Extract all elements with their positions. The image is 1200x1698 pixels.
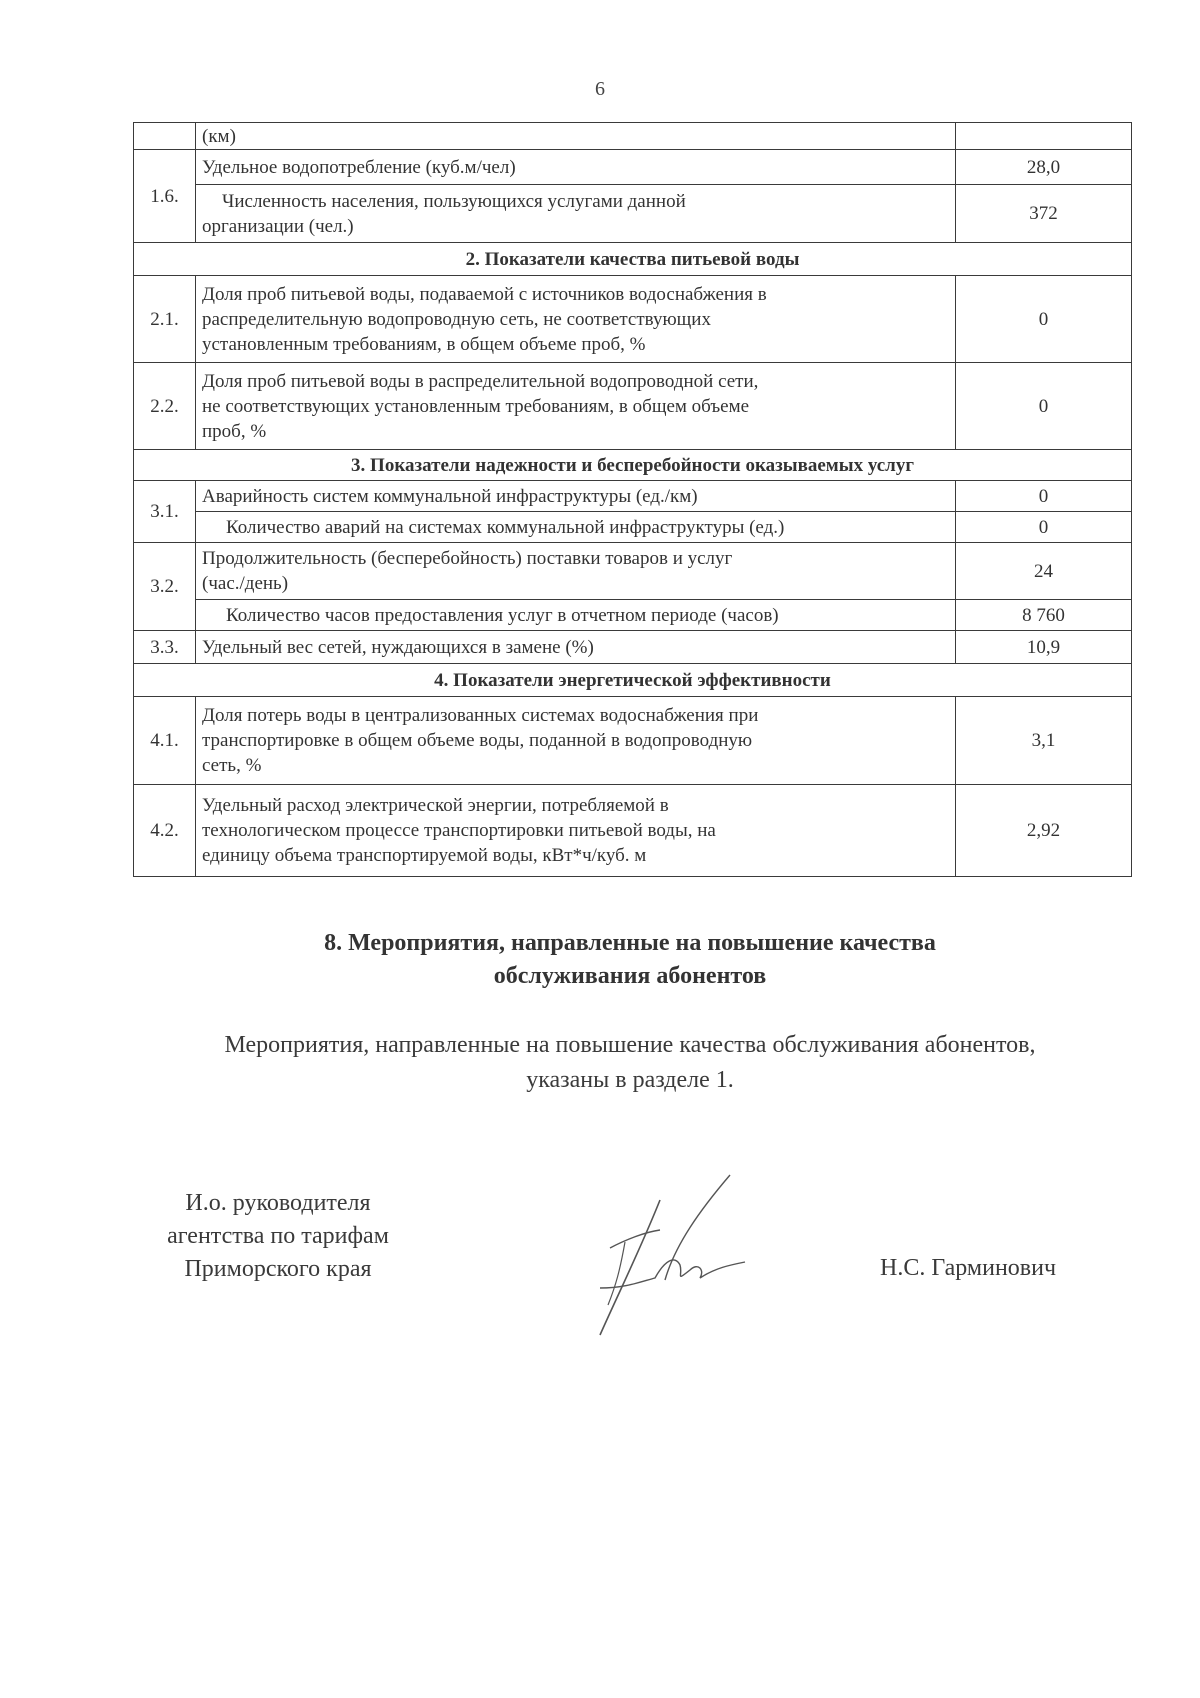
signatory-position-line: агентства по тарифам xyxy=(167,1223,389,1249)
indicator-name: Количество аварий на системах коммунальной инфраструктуры (ед.) xyxy=(196,512,956,543)
indicator-name xyxy=(196,185,956,243)
section-8-heading-line: обслуживания абонентов xyxy=(493,963,767,989)
section-8-text-line: указаны в разделе 1. xyxy=(526,1067,734,1093)
indicator-value: 2,92 xyxy=(956,785,1132,877)
indicator-name-line: транспортировке в общем объеме воды, поданной в водопроводную xyxy=(202,730,753,751)
section-title: 2. Показатели качества питьевой воды xyxy=(134,243,1132,276)
table-row xyxy=(134,185,1132,243)
indicator-name xyxy=(196,543,956,600)
indicator-value xyxy=(956,123,1132,150)
indicator-value: 10,9 xyxy=(956,631,1132,664)
row-number: 3.1. xyxy=(134,481,196,543)
table-row xyxy=(134,785,1132,877)
row-number: 3.3. xyxy=(134,631,196,664)
indicator-value: 24 xyxy=(956,543,1132,600)
table-row xyxy=(134,123,1132,150)
table-row xyxy=(134,481,1132,512)
table-row xyxy=(134,276,1132,363)
indicator-value: 0 xyxy=(956,363,1132,450)
indicator-name: Количество часов предоставления услуг в отчетном периоде (часов) xyxy=(196,600,956,631)
indicators-table xyxy=(133,122,1132,877)
indicator-value: 8 760 xyxy=(956,600,1132,631)
row-number: 2.1. xyxy=(134,276,196,363)
indicator-name-line: Удельный расход электрической энергии, потребляемой в xyxy=(202,795,669,816)
row-number: 2.2. xyxy=(134,363,196,450)
indicator-name-line: Продолжительность (бесперебойность) поставки товаров и услуг xyxy=(202,548,733,569)
indicator-name-line: единицу объема транспортируемой воды, кВт*ч/куб. м xyxy=(202,845,647,866)
table-row xyxy=(134,150,1132,185)
indicator-name-line: Доля проб питьевой воды в распределительной водопроводной сети, xyxy=(202,370,759,392)
indicator-name xyxy=(196,363,956,450)
indicator-name-line: (час./день) xyxy=(202,573,289,594)
indicator-name xyxy=(196,697,956,785)
page-number: 6 xyxy=(595,78,605,100)
section-header-row xyxy=(134,243,1132,276)
table-row xyxy=(134,600,1132,631)
indicator-name-line: Доля потерь воды в централизованных системах водоснабжения при xyxy=(202,705,759,726)
indicator-value: 372 xyxy=(956,185,1132,243)
indicator-value: 3,1 xyxy=(956,697,1132,785)
indicator-name: (км) xyxy=(196,123,956,150)
row-number xyxy=(134,123,196,150)
indicator-name-line: установленным требованиям, в общем объеме проб, % xyxy=(202,333,646,355)
indicator-name-line: технологическом процессе транспортировки питьевой воды, на xyxy=(202,820,716,841)
row-number: 1.6. xyxy=(134,150,196,243)
indicator-name-line: не соответствующих установленным требованиям, в общем объеме xyxy=(202,395,750,417)
table-row xyxy=(134,543,1132,600)
table-row xyxy=(134,631,1132,664)
indicator-value: 0 xyxy=(956,276,1132,363)
table-row xyxy=(134,512,1132,543)
table-row xyxy=(134,363,1132,450)
indicator-value: 0 xyxy=(956,512,1132,543)
indicator-name-line: сеть, % xyxy=(202,755,262,776)
indicator-name-line: распределительную водопроводную сеть, не соответствующих xyxy=(202,308,711,330)
indicator-name xyxy=(196,785,956,877)
indicator-name: Удельное водопотребление (куб.м/чел) xyxy=(196,150,956,185)
signatory-position-line: Приморского края xyxy=(184,1256,372,1282)
indicator-name: Аварийность систем коммунальной инфраструктуры (ед./км) xyxy=(196,481,956,512)
signatory-position xyxy=(128,1187,428,1286)
section-title: 4. Показатели энергетической эффективности xyxy=(134,664,1132,697)
table-row xyxy=(134,697,1132,785)
handwritten-signature xyxy=(580,1170,760,1340)
signatory-position-line: И.о. руководителя xyxy=(185,1190,371,1216)
indicator-name: Удельный вес сетей, нуждающихся в замене (%) xyxy=(196,631,956,664)
row-number: 4.1. xyxy=(134,697,196,785)
section-8-text xyxy=(0,1028,1200,1098)
row-number: 3.2. xyxy=(134,543,196,631)
indicator-name-line: Численность населения, пользующихся услугами данной xyxy=(222,190,686,212)
indicator-name-line: проб, % xyxy=(202,420,267,442)
section-title: 3. Показатели надежности и бесперебойности оказываемых услуг xyxy=(134,450,1132,481)
indicator-name xyxy=(196,276,956,363)
signatory-name: Н.С. Гарминович xyxy=(880,1255,1057,1281)
section-8-heading-line: 8. Мероприятия, направленные на повышение качества xyxy=(324,930,936,956)
row-number: 4.2. xyxy=(134,785,196,877)
section-header-row xyxy=(134,450,1132,481)
indicator-name-line: Доля проб питьевой воды, подаваемой с источников водоснабжения в xyxy=(202,283,767,305)
section-8-heading xyxy=(0,927,1200,993)
section-header-row xyxy=(134,664,1132,697)
indicator-value: 0 xyxy=(956,481,1132,512)
indicator-value: 28,0 xyxy=(956,150,1132,185)
indicator-name-line: организации (чел.) xyxy=(202,215,354,237)
section-8-text-line: Мероприятия, направленные на повышение качества обслуживания абонентов, xyxy=(224,1032,1036,1058)
